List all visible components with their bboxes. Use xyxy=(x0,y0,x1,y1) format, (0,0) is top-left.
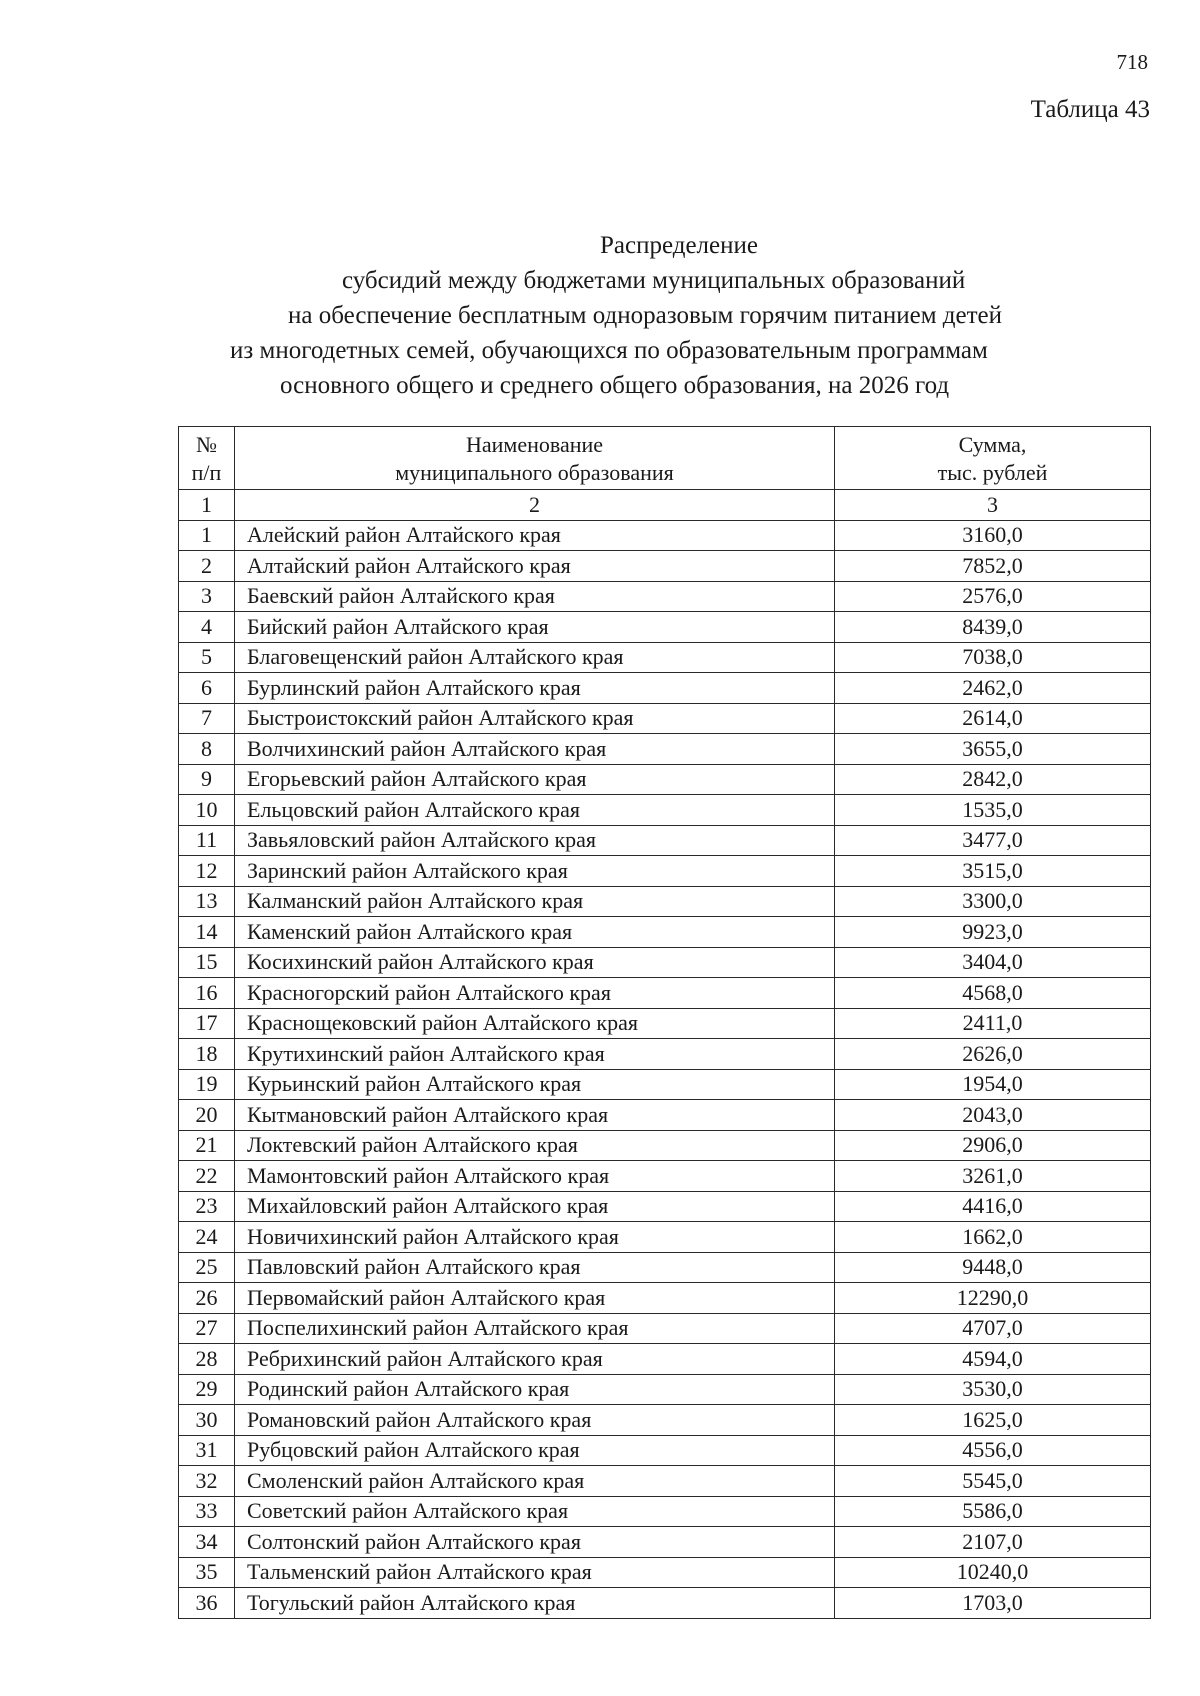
row-number: 31 xyxy=(179,1435,235,1466)
row-number: 16 xyxy=(179,978,235,1009)
municipality-name: Алтайский район Алтайского края xyxy=(235,551,835,582)
table-row xyxy=(179,795,1151,826)
subsidy-amount: 2842,0 xyxy=(835,764,1151,795)
column-number: 3 xyxy=(835,490,1151,521)
municipality-name: Первомайский район Алтайского края xyxy=(235,1283,835,1314)
table-row xyxy=(179,856,1151,887)
subsidy-amount: 2107,0 xyxy=(835,1527,1151,1558)
title-line-4: из многодетных семей, обучающихся по образовательным программам xyxy=(230,337,988,364)
header-name xyxy=(235,427,835,490)
row-number: 10 xyxy=(179,795,235,826)
table-row xyxy=(179,947,1151,978)
row-number: 24 xyxy=(179,1222,235,1253)
subsidy-amount: 3300,0 xyxy=(835,886,1151,917)
municipality-name: Ребрихинский район Алтайского края xyxy=(235,1344,835,1375)
row-number: 11 xyxy=(179,825,235,856)
row-number: 19 xyxy=(179,1069,235,1100)
subsidy-amount: 12290,0 xyxy=(835,1283,1151,1314)
header-num-line-2: п/п xyxy=(191,460,222,485)
subsidy-amount: 4594,0 xyxy=(835,1344,1151,1375)
row-number: 26 xyxy=(179,1283,235,1314)
subsidy-amount: 3477,0 xyxy=(835,825,1151,856)
row-number: 32 xyxy=(179,1466,235,1497)
table-row xyxy=(179,1344,1151,1375)
row-number: 30 xyxy=(179,1405,235,1436)
municipality-name: Алейский район Алтайского края xyxy=(235,520,835,551)
row-number: 36 xyxy=(179,1588,235,1619)
row-number: 18 xyxy=(179,1039,235,1070)
table-header-row xyxy=(179,427,1151,490)
subsidy-amount: 7852,0 xyxy=(835,551,1151,582)
row-number: 13 xyxy=(179,886,235,917)
row-number: 14 xyxy=(179,917,235,948)
table-row xyxy=(179,1405,1151,1436)
table-row xyxy=(179,825,1151,856)
row-number: 15 xyxy=(179,947,235,978)
subsidy-amount: 10240,0 xyxy=(835,1557,1151,1588)
row-number: 22 xyxy=(179,1161,235,1192)
table-row xyxy=(179,1496,1151,1527)
municipality-name: Солтонский район Алтайского края xyxy=(235,1527,835,1558)
subsidy-amount: 4707,0 xyxy=(835,1313,1151,1344)
header-num xyxy=(179,427,235,490)
subsidy-amount: 2576,0 xyxy=(835,581,1151,612)
column-number-row xyxy=(179,490,1151,521)
municipality-name: Тогульский район Алтайского края xyxy=(235,1588,835,1619)
header-sum-line-2: тыс. рублей xyxy=(937,460,1048,485)
table-row xyxy=(179,551,1151,582)
table-row xyxy=(179,1466,1151,1497)
row-number: 5 xyxy=(179,642,235,673)
municipality-name: Павловский район Алтайского края xyxy=(235,1252,835,1283)
municipality-name: Волчихинский район Алтайского края xyxy=(235,734,835,765)
row-number: 3 xyxy=(179,581,235,612)
row-number: 6 xyxy=(179,673,235,704)
row-number: 27 xyxy=(179,1313,235,1344)
table-body xyxy=(179,520,1151,1618)
title-line-3: на обеспечение бесплатным одноразовым горячим питанием детей xyxy=(288,302,1002,329)
row-number: 21 xyxy=(179,1130,235,1161)
table-row xyxy=(179,734,1151,765)
table-row xyxy=(179,612,1151,643)
municipality-name: Тальменский район Алтайского края xyxy=(235,1557,835,1588)
table-row xyxy=(179,1191,1151,1222)
municipality-name: Благовещенский район Алтайского края xyxy=(235,642,835,673)
row-number: 35 xyxy=(179,1557,235,1588)
table-row xyxy=(179,1283,1151,1314)
subsidy-amount: 9448,0 xyxy=(835,1252,1151,1283)
table-row xyxy=(179,978,1151,1009)
municipality-name: Калманский район Алтайского края xyxy=(235,886,835,917)
municipality-name: Смоленский район Алтайского края xyxy=(235,1466,835,1497)
table-row xyxy=(179,1374,1151,1405)
subsidy-amount: 3261,0 xyxy=(835,1161,1151,1192)
row-number: 33 xyxy=(179,1496,235,1527)
table-row xyxy=(179,764,1151,795)
subsidy-amount: 3404,0 xyxy=(835,947,1151,978)
municipality-name: Каменский район Алтайского края xyxy=(235,917,835,948)
municipality-name: Красногорский район Алтайского края xyxy=(235,978,835,1009)
table-row xyxy=(179,1069,1151,1100)
row-number: 29 xyxy=(179,1374,235,1405)
row-number: 4 xyxy=(179,612,235,643)
row-number: 17 xyxy=(179,1008,235,1039)
header-name-line-1: Наименование xyxy=(465,432,604,457)
row-number: 7 xyxy=(179,703,235,734)
title-line-1: Распределение xyxy=(600,232,758,259)
subsidy-amount: 1625,0 xyxy=(835,1405,1151,1436)
municipality-name: Советский район Алтайского края xyxy=(235,1496,835,1527)
subsidy-amount: 4556,0 xyxy=(835,1435,1151,1466)
table-row xyxy=(179,1557,1151,1588)
row-number: 1 xyxy=(179,520,235,551)
subsidy-amount: 2614,0 xyxy=(835,703,1151,734)
subsidy-table xyxy=(178,426,1151,1619)
subsidy-amount: 1703,0 xyxy=(835,1588,1151,1619)
subsidy-amount: 3655,0 xyxy=(835,734,1151,765)
subsidy-amount: 3515,0 xyxy=(835,856,1151,887)
table-row xyxy=(179,703,1151,734)
subsidy-amount: 1535,0 xyxy=(835,795,1151,826)
subsidy-amount: 3530,0 xyxy=(835,1374,1151,1405)
subsidy-amount: 5545,0 xyxy=(835,1466,1151,1497)
municipality-name: Новичихинский район Алтайского края xyxy=(235,1222,835,1253)
header-sum-line-1: Сумма, xyxy=(958,432,1027,457)
row-number: 34 xyxy=(179,1527,235,1558)
municipality-name: Ельцовский район Алтайского края xyxy=(235,795,835,826)
table-row xyxy=(179,1039,1151,1070)
row-number: 2 xyxy=(179,551,235,582)
row-number: 9 xyxy=(179,764,235,795)
row-number: 28 xyxy=(179,1344,235,1375)
table-row xyxy=(179,886,1151,917)
header-sum xyxy=(835,427,1151,490)
row-number: 8 xyxy=(179,734,235,765)
table-row xyxy=(179,1100,1151,1131)
municipality-name: Родинский район Алтайского края xyxy=(235,1374,835,1405)
municipality-name: Бийский район Алтайского края xyxy=(235,612,835,643)
municipality-name: Краснощековский район Алтайского края xyxy=(235,1008,835,1039)
subsidy-amount: 1662,0 xyxy=(835,1222,1151,1253)
municipality-name: Кытмановский район Алтайского края xyxy=(235,1100,835,1131)
municipality-name: Курьинский район Алтайского края xyxy=(235,1069,835,1100)
subsidy-amount: 4416,0 xyxy=(835,1191,1151,1222)
row-number: 23 xyxy=(179,1191,235,1222)
subsidy-amount: 2462,0 xyxy=(835,673,1151,704)
row-number: 20 xyxy=(179,1100,235,1131)
table-row xyxy=(179,1008,1151,1039)
table-row xyxy=(179,1313,1151,1344)
subsidy-amount: 9923,0 xyxy=(835,917,1151,948)
municipality-name: Мамонтовский район Алтайского края xyxy=(235,1161,835,1192)
municipality-name: Косихинский район Алтайского края xyxy=(235,947,835,978)
subsidy-amount: 1954,0 xyxy=(835,1069,1151,1100)
table-row xyxy=(179,917,1151,948)
municipality-name: Локтевский район Алтайского края xyxy=(235,1130,835,1161)
subsidy-amount: 7038,0 xyxy=(835,642,1151,673)
table-row xyxy=(179,673,1151,704)
table-label: Таблица 43 xyxy=(1030,96,1150,123)
municipality-name: Крутихинский район Алтайского края xyxy=(235,1039,835,1070)
column-number: 2 xyxy=(235,490,835,521)
municipality-name: Романовский район Алтайского края xyxy=(235,1405,835,1436)
title-line-5: основного общего и среднего общего образования, на 2026 год xyxy=(280,372,950,399)
table-row xyxy=(179,520,1151,551)
subsidy-amount: 4568,0 xyxy=(835,978,1151,1009)
municipality-name: Михайловский район Алтайского края xyxy=(235,1191,835,1222)
row-number: 12 xyxy=(179,856,235,887)
table-row xyxy=(179,1527,1151,1558)
municipality-name: Быстроистокский район Алтайского края xyxy=(235,703,835,734)
subsidy-amount: 2906,0 xyxy=(835,1130,1151,1161)
subsidy-amount: 2626,0 xyxy=(835,1039,1151,1070)
table-row xyxy=(179,1130,1151,1161)
municipality-name: Баевский район Алтайского края xyxy=(235,581,835,612)
column-number: 1 xyxy=(179,490,235,521)
municipality-name: Рубцовский район Алтайского края xyxy=(235,1435,835,1466)
subsidy-amount: 8439,0 xyxy=(835,612,1151,643)
municipality-name: Заринский район Алтайского края xyxy=(235,856,835,887)
table-row xyxy=(179,1435,1151,1466)
table-row xyxy=(179,1161,1151,1192)
table-row xyxy=(179,1222,1151,1253)
table-row xyxy=(179,1588,1151,1619)
page-number: 718 xyxy=(1116,50,1148,74)
subsidy-amount: 5586,0 xyxy=(835,1496,1151,1527)
municipality-name: Завьяловский район Алтайского края xyxy=(235,825,835,856)
table-row xyxy=(179,1252,1151,1283)
subsidy-amount: 3160,0 xyxy=(835,520,1151,551)
header-num-line-1: № xyxy=(196,432,217,457)
table-row xyxy=(179,581,1151,612)
municipality-name: Поспелихинский район Алтайского края xyxy=(235,1313,835,1344)
header-name-line-2: муниципального образования xyxy=(395,460,674,485)
subsidy-amount: 2411,0 xyxy=(835,1008,1151,1039)
municipality-name: Егорьевский район Алтайского края xyxy=(235,764,835,795)
municipality-name: Бурлинский район Алтайского края xyxy=(235,673,835,704)
subsidy-amount: 2043,0 xyxy=(835,1100,1151,1131)
title-line-2: субсидий между бюджетами муниципальных образований xyxy=(342,267,966,294)
row-number: 25 xyxy=(179,1252,235,1283)
table-row xyxy=(179,642,1151,673)
